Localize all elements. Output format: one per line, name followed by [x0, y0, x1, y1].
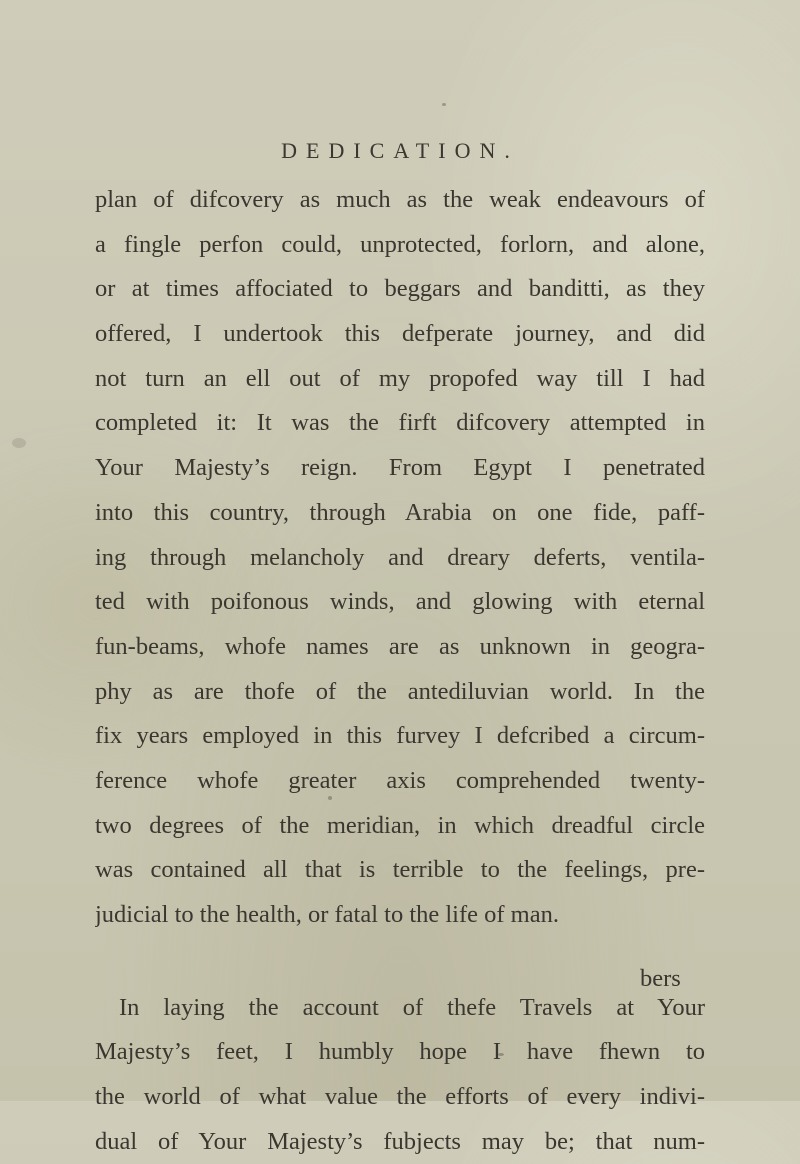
text-line: completed it: It was the firft difcovery attempted in [95, 409, 705, 437]
text-line: plan of difcovery as much as the weak endeavours of [95, 186, 705, 213]
text-line: phy as are thofe of the antediluvian world. In the [95, 677, 705, 705]
text-line: offered, I undertook this defperate journey, and did [95, 320, 705, 348]
text-line: Your Majesty’s reign. From Egypt I penetrated [95, 454, 705, 482]
text-line: was contained all that is terrible to the feelings, pre- [95, 856, 705, 884]
text-line: Majesty’s feet, I humbly hope I have fhewn to [95, 1038, 705, 1066]
text-line: dual of Your Majesty’s fubjects may be; that num- [95, 1127, 705, 1155]
paper-speck [12, 438, 26, 448]
text-line: not turn an ell out of my propofed way till I had [95, 364, 705, 392]
text-line: two degrees of the meridian, in which dreadful circle [95, 811, 705, 839]
text-line: into this country, through Arabia on one fide, paff- [95, 498, 705, 526]
paper-speck [328, 796, 332, 800]
text-line: a fingle perfon could, unprotected, forlorn, and alone, [95, 230, 705, 258]
text-line: ted with poifonous winds, and glowing with eternal [95, 588, 705, 616]
catchword: bers [640, 965, 681, 992]
text-line: ference whofe greater axis comprehended twenty- [95, 766, 705, 794]
text-line: fix years employed in this furvey I defcribed a circum- [95, 722, 705, 750]
text-line: or at times affociated to beggars and banditti, as they [95, 275, 705, 303]
paragraph-gap [95, 938, 705, 986]
text-line: judicial to the health, or fatal to the life of man. [95, 901, 559, 928]
paper-speck [498, 1053, 504, 1056]
paper-speck [442, 103, 446, 106]
text-line: In laying the account of thefe Travels at Your [119, 993, 705, 1021]
body-text [95, 178, 705, 1164]
text-line: ing through melancholy and dreary deferts, ventila- [95, 543, 705, 571]
text-line: the world of what value the efforts of every indivi- [95, 1083, 705, 1111]
text-line: fun-beams, whofe names are as unknown in geogra- [95, 632, 705, 660]
running-head: DEDICATION. [281, 138, 519, 163]
